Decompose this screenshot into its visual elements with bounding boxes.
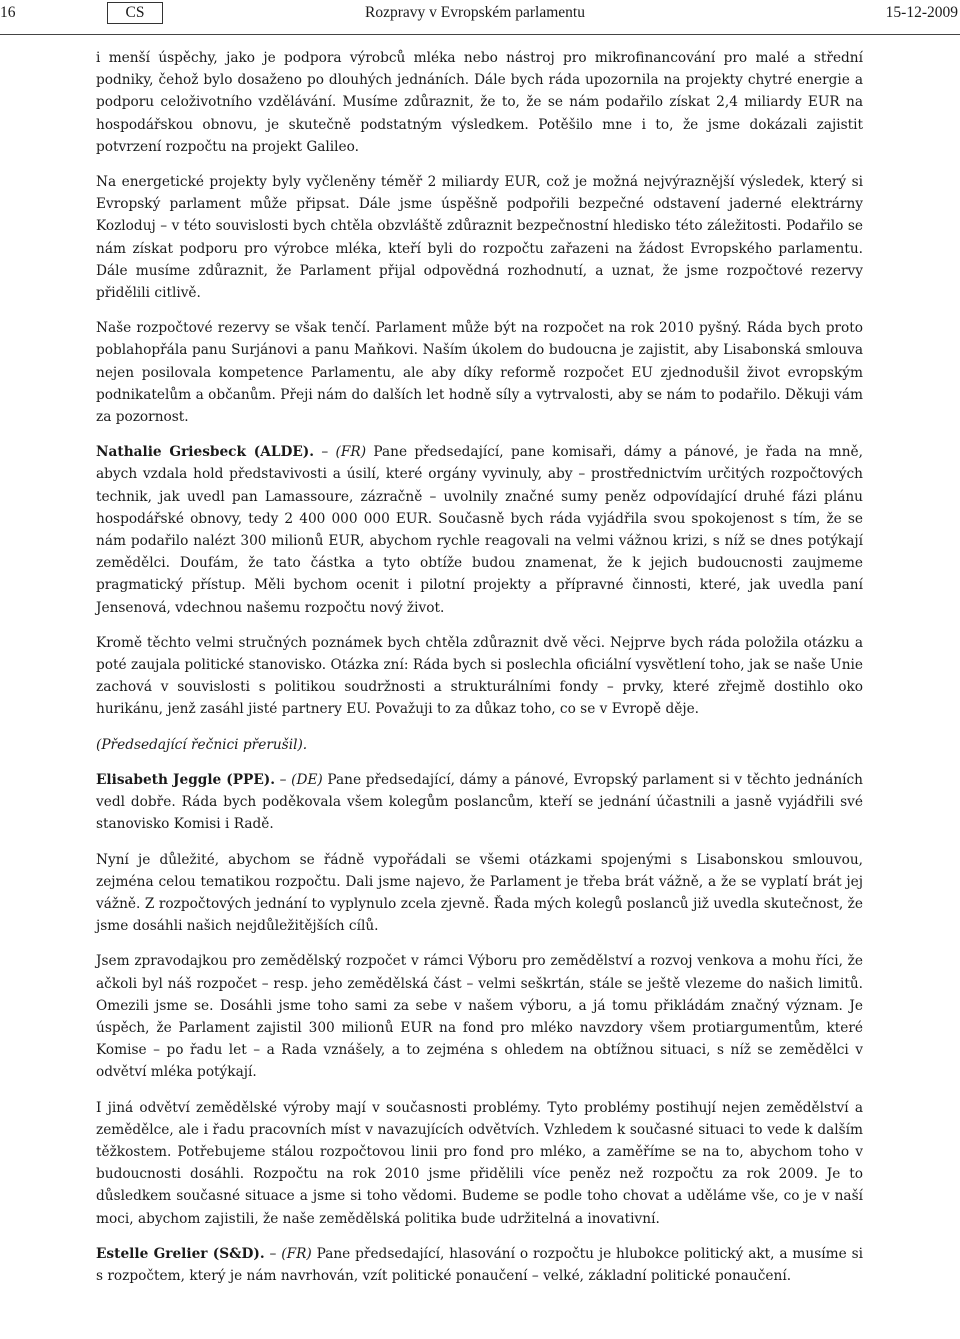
- dash-separator: –: [275, 771, 292, 788]
- speech-language: (FR): [335, 444, 367, 461]
- dash-separator: –: [314, 444, 336, 461]
- paragraph: Jsem zpravodajkou pro zemědělský rozpočet v rámci Výboru pro zemědělství a rozvoj venkova a mohu říci, že ačkoli byl náš rozpočet – resp. jeho zemědělská část – velmi seškrtán, stále se ještě vlezeme do našich limitů. Omezili jsme se. Dosáhli jsme toho sami za sebe v našem výboru, a já tomu přikládám značný význam. Je úspěch, že Parlament zajistil 300 milionů EUR na fond pro mléko navzdory všem protiargumentům, které Komise – po řadu let – a Rada vznášely, a to zejména s ohledem na obtížnou situaci, s níž se zemědělci v odvětví mléka potýkají.: [96, 953, 863, 1081]
- speaker-name: Nathalie Griesbeck (ALDE).: [96, 444, 315, 461]
- paragraph: Naše rozpočtové rezervy se však tenčí. Parlament může být na rozpočet na rok 2010 pyšný. Ráda bych proto poblahopřála panu Surjánovi a panu Maňkovi. Naším úkolem do budoucna je zajistit, aby Lisabonská smlouva nejen posilovala kompetence Parlamentu, ale aby díky reformě rozpočet EU zjednodušil život evropským podnikatelům a občanům. Přeji nám do dalších let hodně síly a vytrvalosti, aby se nám to podařilo. Děkuji vám za pozornost.: [96, 320, 863, 426]
- page-number: 16: [0, 4, 16, 21]
- speech-language: (DE): [291, 771, 323, 788]
- paragraph: i menší úspěchy, jako je podpora výrobců mléka nebo nástroj pro mikrofinancování pro malé a střední podniky, čehož bylo dosaženo po dlouhých jednáních. Dále bych ráda upozornila na projekty chytré energie a podporu celoživotního vzdělávání. Musíme zdůraznit, že to, že se nám podařilo získat 2,4 miliardy EUR na hospodářskou obnovu, je skutečně podstatným výsledkem. Potěšilo mne i to, že jsme dokázali zajistit potvrzení rozpočtu na projekt Galileo.: [96, 50, 863, 155]
- speech-jeggle: [96, 769, 863, 836]
- chair-note: (Předsedající řečnici přerušil).: [96, 736, 308, 753]
- speech-text: Pane předsedající, dámy a pánové, Evropský parlament si v těchto jednáních vedl dobře. Ráda bych poděkovala všem kolegům poslancům, kteří se jednání účastnili a jasně vyjádřili své stanovisko Komisi i Radě.: [96, 771, 863, 833]
- paragraph: Kromě těchto velmi stručných poznámek bych chtěla zdůraznit dvě věci. Nejprve bych ráda položila otázku a poté zaujala politické stanovisko. Otázka zní: Ráda bych si poslechla oficiální vysvětlení toho, jak se naše Unie zachová v souvislosti s politikou soudržnosti a strukturálními fondy – prvky, které zřejmě dostihlo oko hurikánu, jenž zasáhl jisté partnery EU. Považuji to za důkaz toho, co se v Evropě děje.: [96, 634, 863, 718]
- speech-griesbeck: [96, 441, 863, 619]
- paragraph: Nyní je důležité, abychom se řádně vypořádali se všemi otázkami spojenými s Lisabonskou smlouvou, zejména celou tematikou rozpočtu. Dali jsme najevo, že Parlament je třeba brát vážně, a že se vyplatí brát jej vážně. Z rozpočtových jednání to vyplynulo zcela zjevně. Řada mých kolegů poslanců již uvedla skutečnost, že jsme dosáhli našich nejdůležitějších cílů.: [96, 851, 863, 935]
- speaker-name: Elisabeth Jeggle (PPE).: [96, 771, 276, 788]
- language-code-box: CS: [107, 2, 163, 24]
- paragraph: I jiná odvětví zemědělské výroby mají v současnosti problémy. Tyto problémy postihují nejen zemědělství a zemědělce, ale i řadu pracovních míst v navazujících odvětvích. Vzhledem k současné situaci to vede k dalším těžkostem. Potřebujeme stálou rozpočtovou linii pro fond pro mléko, a zaměříme se na to, abychom toho v budoucnosti dosáhli. Rozpočtu na rok 2010 jsme přidělili více peněz než rozpočtu za rok 2009. Je to důsledkem současné situace a jsme si toho vědomi. Budeme se podle toho chovat a uděláme vše, co je v naší moci, abychom zajistili, že naše zemědělská politika bude udržitelná a inovativní.: [96, 1099, 863, 1227]
- speaker-name: Estelle Grelier (S&D).: [96, 1245, 265, 1262]
- session-date: 15-12-2009: [885, 4, 958, 21]
- speech-text: Pane předsedající, hlasování o rozpočtu je hlubokce politický akt, a musíme si s rozpočtem, který je nám navrhován, vzít politické ponaučení – velké, základní politické ponaučení.: [96, 1245, 863, 1284]
- page-header: [0, 0, 960, 35]
- speech-grelier: [96, 1243, 863, 1287]
- publication-title: Rozpravy v Evropském parlamentu: [365, 4, 585, 21]
- speech-text: Pane předsedající, pane komisaři, dámy a pánové, je řada na mně, abych vzdala hold představivosti a úsilí, které orgány vyvinuly, aby – prostřednictvím určitých rozpočtových technik, jak uvedl pan Lamassoure, zázračně – uvolnily značné sumy peněz odpovídající druhé fázi plánu hospodářské obnovy, tedy 2 400 000 000 EUR. Současně bych ráda vyjádřila svou spokojenost s tím, že se nám podařilo nalézt 300 milionů EUR, abychom rychle reagovali na velmi vážnou krizi, s níž se dnes potýkají zemědělci. Doufám, že tato částka a tyto obtíže budou znamenat, že k jejich budoucnosti zaujmeme pragmatický přístup. Měli bychom ocenit i pilotní projekty a přípravné činnosti, které, jak uvedla paní Jensenová, vdechnou našemu rozpočtu nový život.: [96, 444, 863, 616]
- debate-text: [96, 47, 863, 1300]
- paragraph: Na energetické projekty byly vyčleněny téměř 2 miliardy EUR, což je možná nejvýraznější výsledek, který si Evropský parlament může připsat. Dále jsme úspěšně podpořili bezpečné odstavení jaderné elektrárny Kozloduj – v této souvislosti bych chtěla obzvláště zdůraznit bezpečnostní hledisko této záležitosti. Podařilo se nám získat podporu pro výrobce mléka, kteří byli do rozpočtu zařazeni na žádost Evropského parlamentu. Dále musíme zdůraznit, že Parlament přijal odpovědná rozhodnutí, a uznat, že jsme rozpočtové rezervy přidělili citlivě.: [96, 174, 863, 302]
- speech-language: (FR): [281, 1245, 312, 1262]
- dash-separator: –: [264, 1245, 282, 1262]
